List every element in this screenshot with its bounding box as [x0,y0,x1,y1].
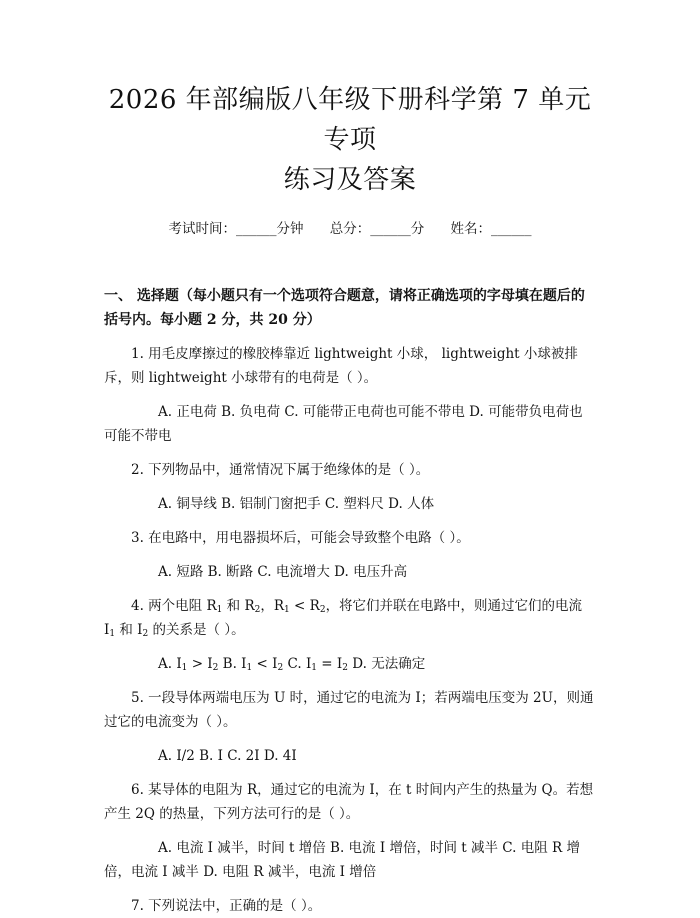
question-1-options: A. 正电荷 B. 负电荷 C. 可能带正电荷也可能不带电 D. 可能带负电荷也可能不带电 [104,404,583,444]
question-4-options: A. $I_1 > I_2$ B. $I_1 < I_2$ C. $I_1 = I_2$ D. 无法确定 [158,656,426,673]
question-6: 6. 某导体的电阻为 R，通过它的电流为 I，在 t 时间内产生的热量为 Q。若想产生 2Q 的热量，下列方法可行的是（ ）。 [104,782,594,822]
question-1: 1. 用毛皮摩擦过的橡胶棒靠近 lightweight 小球， lightweight 小球被排斥，则 lightweight 小球带有的电荷是（ ）。 [104,346,578,386]
question-3-options: A. 短路 B. 断路 C. 电流增大 D. 电压升高 [158,564,408,580]
exam-score: 总分：______分 [329,221,425,237]
title-line-1: 2026 年部编版八年级下册科学第 7 单元专项 [108,85,592,155]
question-2-options: A. 铜导线 B. 铝制门窗把手 C. 塑料尺 D. 人体 [158,496,435,512]
exam-time: 考试时间：______分钟 [168,221,304,237]
document-title [104,80,596,200]
question-5: 5. 一段导体两端电压为 U 时，通过它的电流为 I；若两端电压变为 2U，则通过它的电流变为（ ）。 [104,690,594,730]
question-7: 7. 下列说法中，正确的是（ ）。 [131,898,322,914]
title-line-2: 练习及答案 [283,165,417,195]
exam-name: 姓名：______ [450,221,532,237]
question-3: 3. 在电路中，用电器损坏后，可能会导致整个电路（ ）。 [131,530,470,546]
question-2: 2. 下列物品中，通常情况下属于绝缘体的是（ ）。 [131,462,430,478]
section-heading: 一、 选择题（每小题只有一个选项符合题意，请将正确选项的字母填在题后的括号内。每小题 2 分，共 20 分） [104,288,585,328]
exam-info [104,218,596,240]
question-6-options: A. 电流 I 减半，时间 t 增倍 B. 电流 I 增倍，时间 t 减半 C. 电阻 R 增倍，电流 I 减半 D. 电阻 R 减半，电流 I 增倍 [104,840,580,880]
question-4: 4. 两个电阻 $R_1$ 和 $R_2$，$R_1 < R_2$，将它们并联在电路中，则通过它们的电流 $I_1$ 和 $I_2$ 的关系是（ ）。 [104,598,583,639]
question-5-options: A. I/2 B. I C. 2I D. 4I [158,748,297,764]
